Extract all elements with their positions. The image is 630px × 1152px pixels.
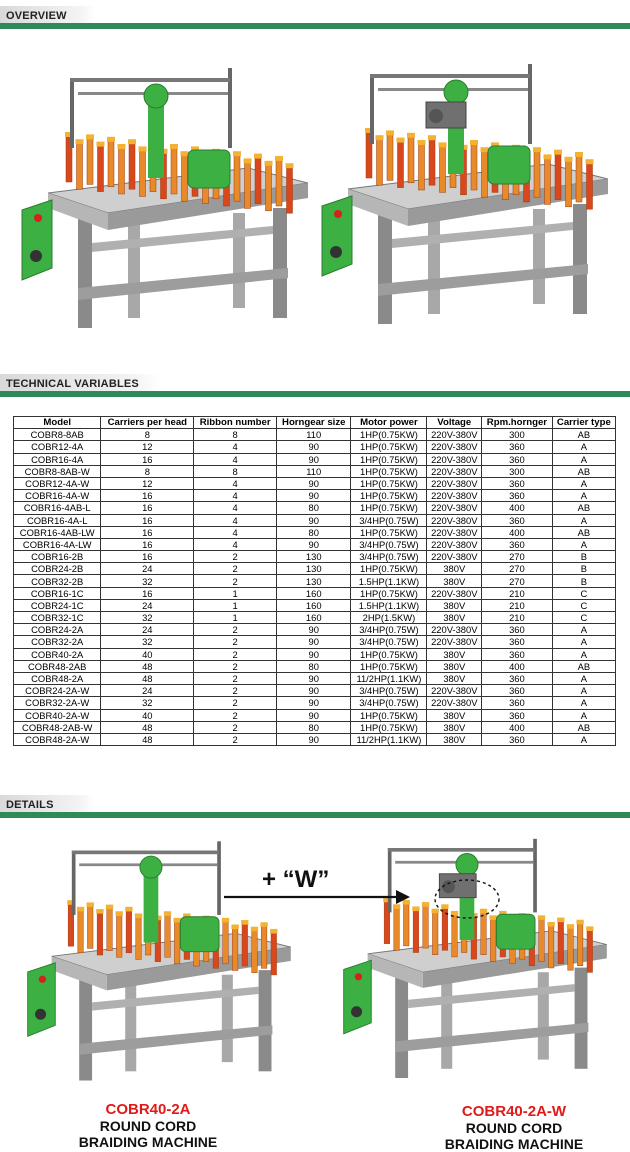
overview-title: OVERVIEW — [6, 10, 67, 22]
table-cell: 16 — [101, 514, 194, 526]
table-row — [14, 624, 616, 636]
table-cell: A — [552, 490, 615, 502]
table-row — [14, 612, 616, 624]
table-cell: 1HP(0.75KW) — [351, 490, 427, 502]
table-cell: 360 — [482, 514, 553, 526]
table-cell: 40 — [101, 648, 194, 660]
table-cell: 160 — [277, 599, 351, 611]
table-cell: 1HP(0.75KW) — [351, 709, 427, 721]
table-cell: 90 — [277, 685, 351, 697]
table-row — [14, 721, 616, 733]
table-cell: 360 — [482, 538, 553, 550]
table-cell: AB — [552, 526, 615, 538]
table-cell: 11/2HP(1.1KW) — [351, 672, 427, 684]
table-cell: 110 — [277, 429, 351, 441]
table-cell: AB — [552, 429, 615, 441]
table-header-cell: Ribbon number — [194, 417, 277, 429]
table-cell: COBR48-2A — [14, 672, 101, 684]
table-cell: COBR24-2A — [14, 624, 101, 636]
table-cell: 220V-380V — [427, 551, 482, 563]
table-cell: 360 — [482, 709, 553, 721]
table-cell: 220V-380V — [427, 514, 482, 526]
overview-section-header — [0, 6, 630, 32]
table-cell: 360 — [482, 624, 553, 636]
table-cell: 380V — [427, 563, 482, 575]
table-cell: A — [552, 672, 615, 684]
table-row — [14, 697, 616, 709]
table-cell: 2 — [194, 563, 277, 575]
table-cell: AB — [552, 502, 615, 514]
table-cell: 220V-380V — [427, 526, 482, 538]
right-caption-line1: ROUND CORD — [465, 1120, 563, 1136]
table-cell: 1 — [194, 599, 277, 611]
table-cell: 8 — [101, 465, 194, 477]
table-row — [14, 551, 616, 563]
table-cell: 2 — [194, 709, 277, 721]
table-row — [14, 575, 616, 587]
table-cell: 110 — [277, 465, 351, 477]
table-cell: 380V — [427, 709, 482, 721]
table-cell: 300 — [482, 429, 553, 441]
table-cell: 4 — [194, 490, 277, 502]
table-cell: C — [552, 612, 615, 624]
table-cell: 3/4HP(0.75W) — [351, 636, 427, 648]
table-cell: 360 — [482, 636, 553, 648]
table-cell: 220V-380V — [427, 477, 482, 489]
table-cell: COBR32-2A-W — [14, 697, 101, 709]
table-cell: 8 — [194, 429, 277, 441]
table-cell: 380V — [427, 575, 482, 587]
table-cell: 90 — [277, 490, 351, 502]
table-cell: 2 — [194, 648, 277, 660]
table-cell: A — [552, 514, 615, 526]
table-cell: 16 — [101, 453, 194, 465]
table-cell: COBR16-4A-LW — [14, 538, 101, 550]
table-header-cell: Voltage — [427, 417, 482, 429]
table-cell: 380V — [427, 612, 482, 624]
table-row — [14, 502, 616, 514]
table-cell: 4 — [194, 526, 277, 538]
table-row — [14, 685, 616, 697]
table-cell: 32 — [101, 575, 194, 587]
table-cell: A — [552, 624, 615, 636]
table-cell: 3/4HP(0.75W) — [351, 697, 427, 709]
right-model-name: COBR40-2A-W — [461, 1103, 567, 1120]
table-row — [14, 660, 616, 672]
table-cell: 32 — [101, 612, 194, 624]
table-cell: 3/4HP(0.75W) — [351, 551, 427, 563]
table-cell: 80 — [277, 660, 351, 672]
table-cell: 90 — [277, 648, 351, 660]
table-cell: COBR16-1C — [14, 587, 101, 599]
table-cell: 220V-380V — [427, 490, 482, 502]
table-header-row — [14, 417, 616, 429]
table-cell: 8 — [101, 429, 194, 441]
table-cell: 160 — [277, 587, 351, 599]
table-cell: 48 — [101, 672, 194, 684]
details-title: DETAILS — [6, 799, 54, 811]
table-cell: COBR16-2B — [14, 551, 101, 563]
table-cell: 1HP(0.75KW) — [351, 721, 427, 733]
table-cell: 220V-380V — [427, 636, 482, 648]
left-caption-line2: BRAIDING MACHINE — [78, 1134, 218, 1150]
table-cell: 2 — [194, 672, 277, 684]
table-cell: 16 — [101, 502, 194, 514]
table-cell: A — [552, 648, 615, 660]
table-cell: AB — [552, 721, 615, 733]
table-cell: 80 — [277, 721, 351, 733]
table-cell: 90 — [277, 477, 351, 489]
table-cell: 130 — [277, 563, 351, 575]
table-cell: 220V-380V — [427, 502, 482, 514]
table-cell: 32 — [101, 636, 194, 648]
table-header-cell: Model — [14, 417, 101, 429]
table-cell: COBR16-4A-L — [14, 514, 101, 526]
table-cell: 12 — [101, 441, 194, 453]
table-cell: 1HP(0.75KW) — [351, 477, 427, 489]
table-cell: A — [552, 636, 615, 648]
table-cell: B — [552, 551, 615, 563]
table-cell: COBR48-2AB-W — [14, 721, 101, 733]
table-cell: 3/4HP(0.75W) — [351, 514, 427, 526]
table-cell: 130 — [277, 575, 351, 587]
left-model-name: COBR40-2A — [105, 1101, 191, 1118]
table-cell: 380V — [427, 672, 482, 684]
table-cell: COBR24-2B — [14, 563, 101, 575]
table-cell: 300 — [482, 465, 553, 477]
table-cell: 380V — [427, 733, 482, 745]
table-cell: 160 — [277, 612, 351, 624]
table-cell: 400 — [482, 721, 553, 733]
table-cell: 1HP(0.75KW) — [351, 526, 427, 538]
table-cell: C — [552, 599, 615, 611]
table-cell: 360 — [482, 697, 553, 709]
table-cell: 360 — [482, 453, 553, 465]
table-cell: 210 — [482, 612, 553, 624]
table-cell: 16 — [101, 538, 194, 550]
table-cell: 360 — [482, 733, 553, 745]
table-row — [14, 648, 616, 660]
upgrade-label: + “W” — [262, 866, 330, 893]
overview-machine-image-left — [18, 58, 318, 336]
table-cell: 4 — [194, 441, 277, 453]
table-cell: 220V-380V — [427, 453, 482, 465]
table-cell: 1HP(0.75KW) — [351, 563, 427, 575]
table-cell: A — [552, 697, 615, 709]
table-cell: 90 — [277, 538, 351, 550]
table-cell: 360 — [482, 672, 553, 684]
table-cell: 360 — [482, 685, 553, 697]
table-cell: 220V-380V — [427, 685, 482, 697]
table-cell: 130 — [277, 551, 351, 563]
table-cell: 220V-380V — [427, 697, 482, 709]
table-cell: COBR24-2A-W — [14, 685, 101, 697]
table-cell: 380V — [427, 599, 482, 611]
table-cell: 380V — [427, 660, 482, 672]
table-cell: 4 — [194, 538, 277, 550]
table-row — [14, 672, 616, 684]
table-cell: 2 — [194, 733, 277, 745]
table-cell: 1HP(0.75KW) — [351, 660, 427, 672]
table-row — [14, 477, 616, 489]
table-cell: A — [552, 538, 615, 550]
table-row — [14, 453, 616, 465]
table-cell: 4 — [194, 514, 277, 526]
table-cell: 2HP(1.5KW) — [351, 612, 427, 624]
table-row — [14, 490, 616, 502]
table-cell: 90 — [277, 636, 351, 648]
table-cell: A — [552, 477, 615, 489]
table-cell: 400 — [482, 502, 553, 514]
table-row — [14, 709, 616, 721]
table-cell: AB — [552, 660, 615, 672]
table-cell: 16 — [101, 526, 194, 538]
table-header-cell: Horngear size — [277, 417, 351, 429]
table-cell: COBR8-8AB — [14, 429, 101, 441]
table-cell: 2 — [194, 697, 277, 709]
table-cell: COBR16-4AB-L — [14, 502, 101, 514]
table-cell: 1 — [194, 612, 277, 624]
table-cell: B — [552, 575, 615, 587]
technical-title: TECHNICAL VARIABLES — [6, 378, 139, 390]
table-cell: 12 — [101, 477, 194, 489]
table-cell: 2 — [194, 660, 277, 672]
table-cell: 16 — [101, 490, 194, 502]
details-machine-image-left — [24, 826, 300, 1094]
table-cell: 210 — [482, 599, 553, 611]
table-cell: 2 — [194, 685, 277, 697]
table-cell: 380V — [427, 648, 482, 660]
table-cell: A — [552, 453, 615, 465]
details-machine-image-right — [340, 828, 616, 1098]
table-cell: 90 — [277, 514, 351, 526]
table-cell: COBR40-2A — [14, 648, 101, 660]
table-cell: A — [552, 685, 615, 697]
table-cell: COBR16-4A — [14, 453, 101, 465]
table-cell: 90 — [277, 672, 351, 684]
table-cell: 210 — [482, 587, 553, 599]
table-cell: 270 — [482, 551, 553, 563]
table-cell: C — [552, 587, 615, 599]
table-cell: 270 — [482, 575, 553, 587]
table-cell: 16 — [101, 551, 194, 563]
table-cell: 40 — [101, 709, 194, 721]
table-cell: 220V-380V — [427, 429, 482, 441]
table-cell: COBR40-2A-W — [14, 709, 101, 721]
table-cell: A — [552, 441, 615, 453]
table-cell: COBR48-2A-W — [14, 733, 101, 745]
table-cell: 24 — [101, 624, 194, 636]
table-cell: 220V-380V — [427, 465, 482, 477]
table-cell: 48 — [101, 733, 194, 745]
table-cell: 2 — [194, 721, 277, 733]
table-header-cell: Carrier type — [552, 417, 615, 429]
table-cell: 1HP(0.75KW) — [351, 587, 427, 599]
table-cell: A — [552, 709, 615, 721]
table-cell: 220V-380V — [427, 538, 482, 550]
table-cell: 90 — [277, 733, 351, 745]
table-cell: 90 — [277, 453, 351, 465]
right-caption-line2: BRAIDING MACHINE — [444, 1136, 584, 1152]
table-cell: COBR32-2B — [14, 575, 101, 587]
table-cell: 1HP(0.75KW) — [351, 453, 427, 465]
table-cell: 2 — [194, 636, 277, 648]
table-cell: 3/4HP(0.75W) — [351, 685, 427, 697]
table-cell: AB — [552, 465, 615, 477]
table-cell: 1.5HP(1.1KW) — [351, 599, 427, 611]
table-row — [14, 441, 616, 453]
table-cell: 4 — [194, 477, 277, 489]
table-cell: 24 — [101, 563, 194, 575]
table-cell: 220V-380V — [427, 624, 482, 636]
table-cell: 24 — [101, 599, 194, 611]
table-cell: 360 — [482, 441, 553, 453]
table-cell: 220V-380V — [427, 441, 482, 453]
table-cell: 270 — [482, 563, 553, 575]
table-cell: COBR8-8AB-W — [14, 465, 101, 477]
technical-variables-table — [13, 416, 616, 746]
table-cell: 2 — [194, 575, 277, 587]
table-cell: 360 — [482, 648, 553, 660]
table-row — [14, 587, 616, 599]
table-row — [14, 733, 616, 745]
table-cell: COBR16-4AB-LW — [14, 526, 101, 538]
table-row — [14, 526, 616, 538]
table-cell: 3/4HP(0.75W) — [351, 538, 427, 550]
table-cell: 360 — [482, 477, 553, 489]
table-cell: 90 — [277, 697, 351, 709]
table-cell: COBR32-2A — [14, 636, 101, 648]
table-cell: 48 — [101, 660, 194, 672]
table-cell: 11/2HP(1.1KW) — [351, 733, 427, 745]
table-cell: 1 — [194, 587, 277, 599]
technical-section-header — [0, 374, 630, 400]
right-machine-caption — [414, 1104, 614, 1152]
table-cell: 1.5HP(1.1KW) — [351, 575, 427, 587]
table-row — [14, 538, 616, 550]
table-cell: 1HP(0.75KW) — [351, 465, 427, 477]
table-cell: 90 — [277, 709, 351, 721]
table-header-cell: Rpm.hornger — [482, 417, 553, 429]
table-cell: 400 — [482, 526, 553, 538]
table-cell: 360 — [482, 490, 553, 502]
table-cell: 90 — [277, 441, 351, 453]
left-machine-caption — [48, 1102, 248, 1150]
table-row — [14, 599, 616, 611]
table-cell: 1HP(0.75KW) — [351, 429, 427, 441]
details-section-header — [0, 795, 630, 821]
table-cell: 2 — [194, 551, 277, 563]
table-cell: 8 — [194, 465, 277, 477]
table-cell: 2 — [194, 624, 277, 636]
table-row — [14, 514, 616, 526]
table-cell: 16 — [101, 587, 194, 599]
left-caption-line1: ROUND CORD — [99, 1118, 197, 1134]
table-cell: B — [552, 563, 615, 575]
table-cell: 48 — [101, 721, 194, 733]
table-cell: 220V-380V — [427, 587, 482, 599]
table-cell: COBR12-4A-W — [14, 477, 101, 489]
w-unit-highlight — [432, 876, 502, 922]
overview-machine-image-right — [318, 54, 618, 344]
table-cell: 80 — [277, 502, 351, 514]
table-cell: COBR16-4A-W — [14, 490, 101, 502]
table-cell: 4 — [194, 502, 277, 514]
table-cell: 32 — [101, 697, 194, 709]
table-cell: COBR32-1C — [14, 612, 101, 624]
table-cell: 3/4HP(0.75W) — [351, 624, 427, 636]
table-cell: 380V — [427, 721, 482, 733]
table-cell: 4 — [194, 453, 277, 465]
table-cell: COBR48-2AB — [14, 660, 101, 672]
table-row — [14, 636, 616, 648]
table-cell: COBR24-1C — [14, 599, 101, 611]
table-row — [14, 563, 616, 575]
table-row — [14, 429, 616, 441]
table-header-cell: Carriers per head — [101, 417, 194, 429]
table-header-cell: Motor power — [351, 417, 427, 429]
table-cell: 1HP(0.75KW) — [351, 502, 427, 514]
table-row — [14, 465, 616, 477]
table-cell: 1HP(0.75KW) — [351, 648, 427, 660]
table-cell: A — [552, 733, 615, 745]
table-cell: 1HP(0.75KW) — [351, 441, 427, 453]
table-cell: 24 — [101, 685, 194, 697]
table-cell: 90 — [277, 624, 351, 636]
table-cell: 400 — [482, 660, 553, 672]
table-cell: COBR12-4A — [14, 441, 101, 453]
table-cell: 80 — [277, 526, 351, 538]
